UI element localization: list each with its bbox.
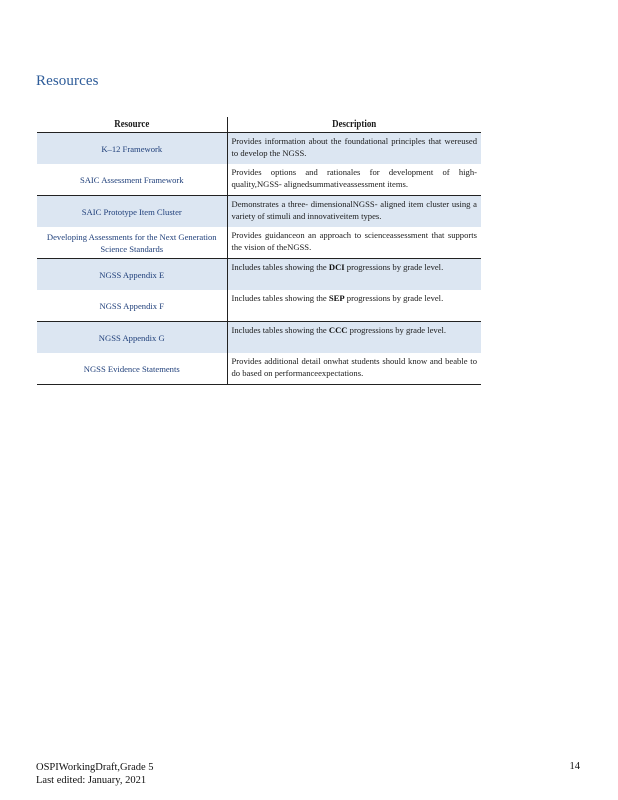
resource-link[interactable]: K–12 Framework <box>101 143 163 154</box>
resource-link[interactable]: NGSS Appendix F <box>99 300 164 311</box>
description-highlight: SEP <box>328 293 345 303</box>
column-header-description: Description <box>246 117 462 133</box>
description-text: Demonstrates a three- dimensionalNGSS- aligned item cluster using a variety of stimuli and innovativeitem types. <box>231 199 477 221</box>
table-row <box>37 196 481 228</box>
description-text: Provides information about the foundational principles that wereused to develop the NGSS. <box>231 136 477 158</box>
resource-name: NGSS Evidence Statements <box>83 363 180 374</box>
table-body <box>37 133 481 385</box>
table-row <box>37 353 481 385</box>
resource-link[interactable]: Developing Assessments for the Next Generation Science Standards <box>46 231 217 254</box>
description-cell <box>227 164 481 196</box>
resource-cell <box>37 133 227 165</box>
description-text-end: progressions by grade level. <box>344 293 444 303</box>
footer <box>36 761 154 787</box>
table-row <box>37 227 481 259</box>
description-text-end: progressions by grade level. <box>347 325 447 335</box>
resources-table <box>37 117 481 385</box>
resource-cell <box>37 227 227 259</box>
description-text-end: progressions by grade level. <box>344 262 444 272</box>
description-text: Provides guidanceon an approach to scienceassessment that supports the vision of theNGSS. <box>231 230 477 252</box>
description-text: Provides options and rationales for development of high-quality,NGSS- alignedsummativeassessment items. <box>231 167 477 189</box>
description-text: Provides additional detail onwhat students should know and beable to do based on performanceexpectations. <box>231 356 477 378</box>
table-row <box>37 322 481 354</box>
footer-last-edited: Last edited: January, 2021 <box>36 775 147 786</box>
description-text: Includes tables showing the <box>231 325 329 335</box>
page-number: 14 <box>569 761 580 772</box>
description-cell <box>227 196 481 228</box>
resource-link[interactable]: NGSS Appendix E <box>99 269 165 280</box>
resource-cell <box>37 196 227 228</box>
description-text: Includes tables showing the <box>231 262 329 272</box>
table-row <box>37 259 481 291</box>
section-heading: Resources <box>36 73 99 89</box>
table-header-row <box>37 117 481 133</box>
column-header-resource: Resource <box>51 117 213 133</box>
resource-link[interactable]: SAIC Prototype Item Cluster <box>81 206 182 217</box>
description-cell <box>227 353 481 385</box>
resource-cell <box>37 322 227 354</box>
resource-cell <box>37 290 227 322</box>
table-row <box>37 164 481 196</box>
footer-document-title: OSPIWorkingDraft,Grade 5 <box>36 762 154 773</box>
description-cell <box>227 259 481 291</box>
description-text: Includes tables showing the <box>231 293 329 303</box>
resource-cell <box>37 353 227 385</box>
resource-cell <box>37 164 227 196</box>
description-cell <box>227 322 481 354</box>
description-cell <box>227 290 481 322</box>
description-cell <box>227 227 481 259</box>
table-row <box>37 290 481 322</box>
resource-link[interactable]: NGSS Appendix G <box>98 332 165 343</box>
description-cell <box>227 133 481 165</box>
resource-name: SAIC Assessment Framework <box>79 174 184 185</box>
description-highlight: CCC <box>328 325 348 335</box>
resource-cell <box>37 259 227 291</box>
description-highlight: DCI <box>328 262 345 272</box>
table-row <box>37 133 481 165</box>
